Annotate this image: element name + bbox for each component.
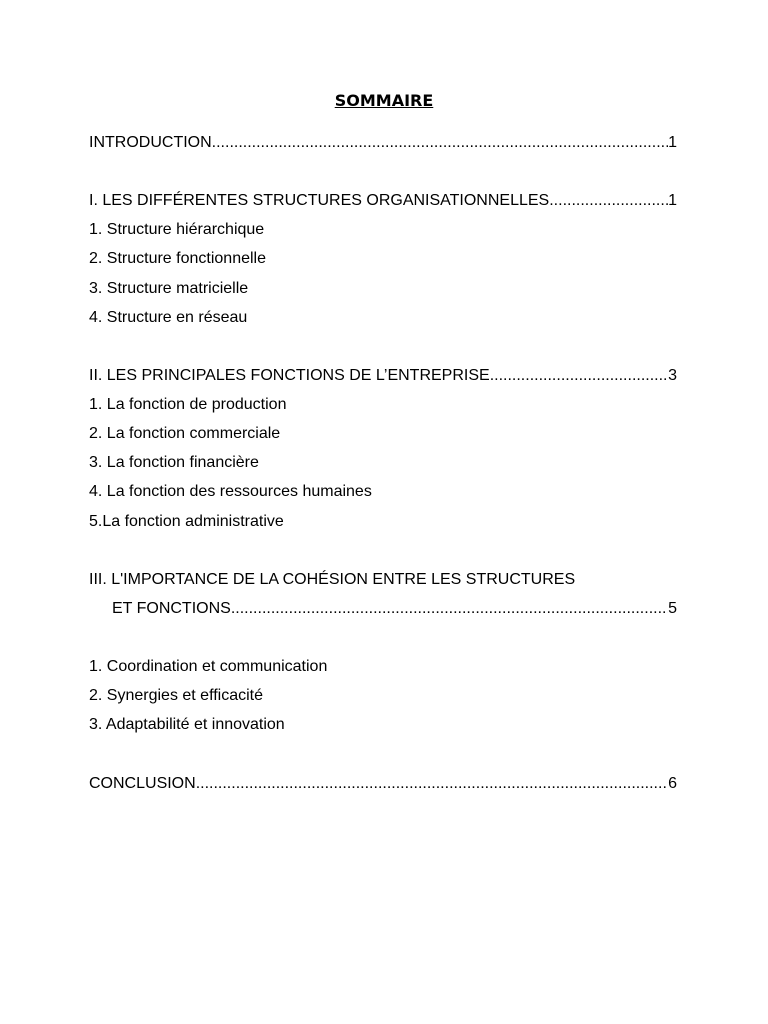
page-title: SOMMAIRE xyxy=(334,91,434,110)
toc-subitem: 3. La fonction financière xyxy=(89,454,259,471)
toc-page-number: 6 xyxy=(668,775,677,792)
toc-entry-section-3-line1: III. L'IMPORTANCE DE LA COHÉSION ENTRE LES STRUCTURES xyxy=(89,571,576,588)
toc-subitem: 3. Structure matricielle xyxy=(89,280,249,297)
toc-subitem: 1. Structure hiérarchique xyxy=(89,221,265,238)
toc-leader xyxy=(196,774,668,794)
toc-page-number: 5 xyxy=(668,600,677,617)
toc-subitem: 4. Structure en réseau xyxy=(89,309,248,326)
toc-entry-section-1 xyxy=(89,191,677,211)
toc-page-number: 3 xyxy=(668,367,677,384)
toc-entry-introduction xyxy=(89,133,677,153)
toc-label: INTRODUCTION xyxy=(89,134,212,151)
toc-leader xyxy=(549,191,668,211)
toc-page-number: 1 xyxy=(668,192,677,209)
toc-leader xyxy=(231,599,668,619)
toc-page-number: 1 xyxy=(668,134,677,151)
toc-subitem: 2. Synergies et efficacité xyxy=(89,687,264,704)
toc-subitem: 2. Structure fonctionnelle xyxy=(89,250,266,267)
toc-subitem: 1. La fonction de production xyxy=(89,396,287,413)
toc-entry-section-3-line2 xyxy=(112,599,677,619)
toc-entry-conclusion xyxy=(89,774,677,794)
toc-label: I. LES DIFFÉRENTES STRUCTURES ORGANISATIONNELLES xyxy=(89,192,550,209)
toc-subitem: 3. Adaptabilité et innovation xyxy=(89,716,285,733)
toc-label: CONCLUSION xyxy=(89,775,196,792)
toc-subitem: 5.La fonction administrative xyxy=(89,513,284,530)
toc-subitem: 1. Coordination et communication xyxy=(89,658,328,675)
toc-label: II. LES PRINCIPALES FONCTIONS DE L’ENTREPRISE xyxy=(89,367,490,384)
toc-subitem: 4. La fonction des ressources humaines xyxy=(89,483,372,500)
toc-label: ET FONCTIONS xyxy=(112,600,231,617)
toc-entry-section-2 xyxy=(89,366,677,386)
toc-subitem: 2. La fonction commerciale xyxy=(89,425,281,442)
toc-leader xyxy=(490,366,668,386)
toc-leader xyxy=(212,133,668,153)
